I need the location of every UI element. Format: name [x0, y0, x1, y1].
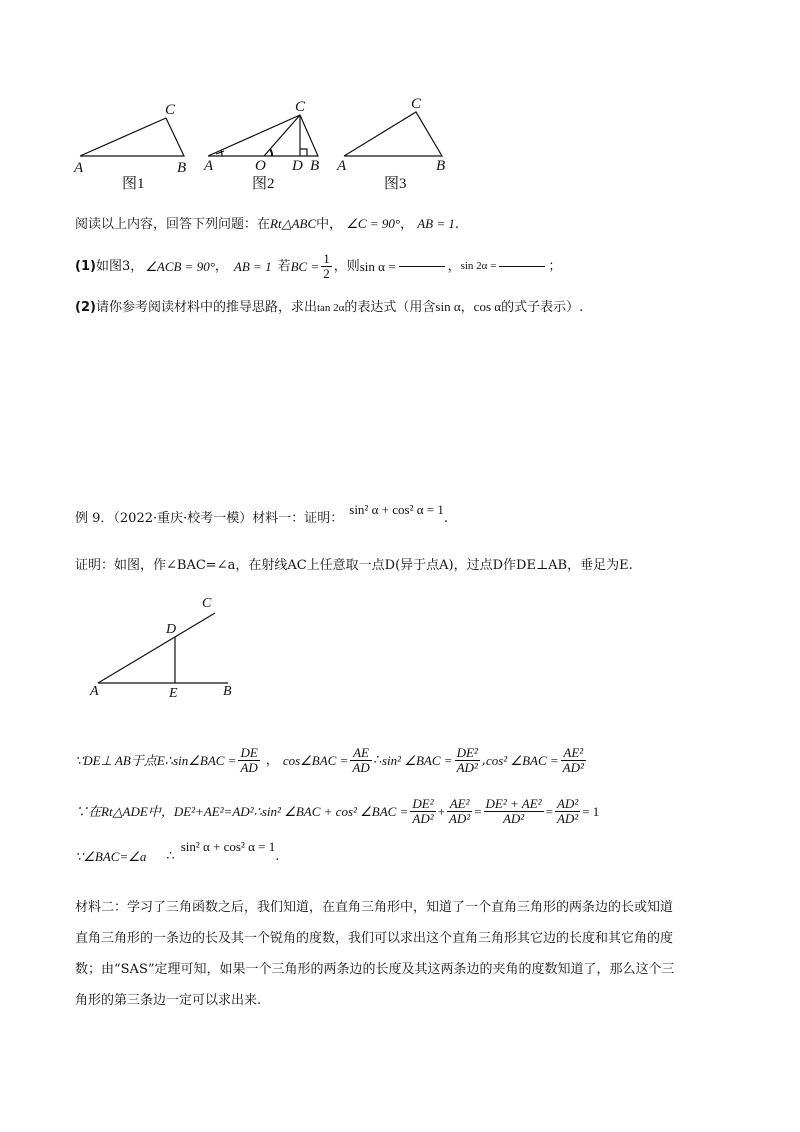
question-intro	[75, 217, 459, 231]
q1-if: 若	[277, 258, 291, 274]
q1-bc-fraction	[321, 252, 332, 280]
intro-mid: 中，	[316, 217, 343, 232]
ab-eq: AB = 1	[417, 216, 455, 231]
proof-intro: 证明：如图，作∠BAC=∠a，在射线AC上任意取一点D(异于点A)，过点D作DE⊥AB，垂足为E.	[75, 558, 633, 573]
step1-cos2-num: AE²	[561, 746, 586, 761]
fig2-label-c: C	[295, 99, 306, 115]
q2-cos-alpha: cos α	[473, 299, 502, 314]
fig1-triangle-sides	[80, 118, 184, 156]
step1-sin-lhs: sin∠BAC =	[173, 752, 237, 768]
figure-1-triangle	[0, 0, 800, 200]
q1-sin-alpha: sin α =	[359, 258, 396, 274]
fig2-angle-a-arc	[221, 150, 222, 156]
angle-c-eq: ∠C = 90°	[346, 216, 401, 231]
q1-end: ；	[548, 258, 562, 274]
step2-lhs: sin² ∠BAC + cos² ∠BAC =	[261, 803, 409, 819]
material-2-line-4: 角形的第三条边一定可以求出来.	[75, 993, 262, 1008]
fig2-label-o: O	[255, 158, 266, 174]
intro-text: 阅读以上内容，回答下列问题：在	[75, 217, 271, 232]
proof-step-3	[75, 839, 280, 864]
fig1-caption: 图1	[122, 176, 145, 192]
fig3-triangle-sides	[344, 112, 442, 156]
step1-sin-den: AD	[240, 759, 258, 775]
q2-text-4: 的式子表示）.	[501, 300, 584, 315]
q2-text-3: ，	[460, 300, 474, 315]
q2-text-1: 请你参考阅读材料中的推导思路，求出	[95, 300, 317, 315]
step1-cos2-den: AD²	[562, 759, 584, 775]
q2-sin-alpha: sin α	[435, 299, 461, 314]
mid-label-b: B	[223, 684, 232, 699]
fig3-label-b: B	[436, 158, 446, 174]
fig2-angle-o-arc	[270, 149, 272, 156]
intro-end: .	[454, 217, 460, 232]
step2-f3-num: DE² + AE²	[485, 796, 542, 811]
step3-because: ∵∠BAC=∠a	[75, 849, 147, 864]
q1-sin-2alpha: sin 2α =	[460, 259, 497, 272]
example-9-formula: sin² α + cos² α = 1	[349, 502, 444, 517]
step1-sin2-lhs: sin² ∠BAC =	[382, 752, 453, 768]
step1-because: ∵DE⊥ AB于点E∴	[75, 752, 174, 768]
fig2-triangle-sides	[208, 115, 318, 156]
fig1-label-a: A	[74, 160, 84, 176]
step1-cos2-lhs: cos² ∠BAC =	[485, 752, 559, 768]
material-2	[75, 892, 675, 1016]
q2-number: (2)	[75, 300, 96, 315]
step2-plus: +	[437, 803, 445, 819]
step2-f1-den: AD²	[412, 810, 434, 826]
step3-end: .	[275, 849, 280, 864]
q1-bc-den: 2	[323, 265, 330, 281]
fig1-label-b: B	[177, 160, 187, 176]
fig2-caption: 图2	[252, 176, 275, 192]
q1-number: (1)	[75, 258, 96, 274]
q1-angle-acb: ∠ACB = 90°	[145, 258, 215, 274]
proof-step-1: ∵DE⊥ AB于点E∴ sin∠BAC = $\frac{DE}{AD}$ ， cos∠BAC = $\frac{AE}{AD}$ ∴ sin² ∠BAC = $\frac{\text{DE²}}{\text{AD²}}$ , cos² ∠BAC = $\frac{\text{AE²}}{\text{AD²}}$	[75, 745, 584, 775]
step2-prefix: ∵在Rt△ADE中，DE²+AE²=AD²∴	[75, 803, 262, 819]
fig2-label-b: B	[310, 158, 320, 174]
mid-label-c: C	[202, 596, 212, 611]
fig2-label-a: A	[204, 158, 214, 174]
mid-label-d: D	[166, 622, 177, 637]
material-2-line-3: 数；由“SAS”定理可知，如果一个三角形的两条边的长度及其这两条边的夹角的度数知道了，那么这个三	[75, 962, 675, 977]
fig3-label-c: C	[411, 96, 422, 112]
step2-f4-num: AD²	[556, 796, 579, 811]
q2-text-2: 的表达式（用含	[344, 300, 436, 315]
fig2-label-d: D	[292, 158, 303, 174]
material-2-line-1: 材料二：学习了三角函数之后，我们知道，在直角三角形中，知道了一个直角三角形的两条边的长或知道	[75, 900, 674, 915]
step1-cos-lhs: cos∠BAC =	[282, 752, 349, 768]
q1-comma: ，	[214, 258, 228, 274]
rt-triangle: Rt△ABC	[270, 216, 317, 231]
proof-step-2	[75, 797, 599, 825]
question-1: (1) 如图3， ∠ACB = 90° ， AB = 1 若 BC = $\frac{1}{2}$ ，则 sin α = ， sin 2α = ；	[75, 251, 562, 281]
q1-ab: AB = 1	[233, 258, 272, 274]
step1-therefore: ∴	[373, 752, 382, 768]
q2-tan-2alpha: tan 2α	[316, 302, 345, 314]
step2-f2-num: AE²	[447, 797, 472, 812]
q1-then: ，则	[333, 258, 360, 274]
ray-ac	[98, 613, 215, 683]
q1-bc: BC =	[290, 258, 320, 274]
q1-blank-1[interactable]	[399, 266, 445, 267]
example-9-end: .	[443, 511, 448, 526]
step1-cos-num: AE	[350, 746, 371, 761]
fig3-caption: 图3	[384, 176, 407, 192]
fig3-label-a: A	[337, 158, 347, 174]
q1-blank-2[interactable]	[499, 266, 545, 267]
step3-formula: sin² α + cos² α = 1	[180, 839, 276, 854]
step3-therefore: ∴	[166, 849, 175, 864]
q1-text: 如图3，	[95, 258, 144, 274]
step1-sin2-num: DE²	[456, 745, 478, 760]
example-9-prefix: 例 9．（2022·重庆·校考一模）材料一：证明：	[75, 511, 344, 526]
step2-eq-2: =	[545, 803, 553, 819]
material-2-line-2: 直角三角形的一条边的长及其一个锐角的度数，我们可以求出这个直角三角形其它边的长度和其它角的度	[75, 931, 674, 946]
mid-label-e: E	[169, 686, 178, 701]
mid-label-a: A	[90, 684, 99, 699]
step2-f2-den: AD²	[448, 810, 471, 826]
figure-angle-bac	[0, 590, 800, 710]
step2-f1-num: DE²	[412, 796, 434, 811]
step2-f3-den: AD²	[502, 810, 525, 826]
step2-result: = 1	[582, 803, 600, 819]
fig1-label-c: C	[165, 102, 176, 118]
step1-sin2-den: AD²	[456, 759, 478, 775]
step2-f4-den: AD²	[556, 810, 579, 826]
step1-sin-num: DE	[240, 745, 258, 760]
step2-eq-1: =	[474, 803, 482, 819]
example-9-header	[75, 502, 448, 526]
question-2	[75, 300, 583, 314]
q1-bc-num: 1	[323, 251, 330, 266]
intro-sep: ，	[400, 217, 414, 232]
fig2-right-angle-mark	[300, 149, 307, 156]
step1-cos-den: AD	[352, 759, 370, 775]
